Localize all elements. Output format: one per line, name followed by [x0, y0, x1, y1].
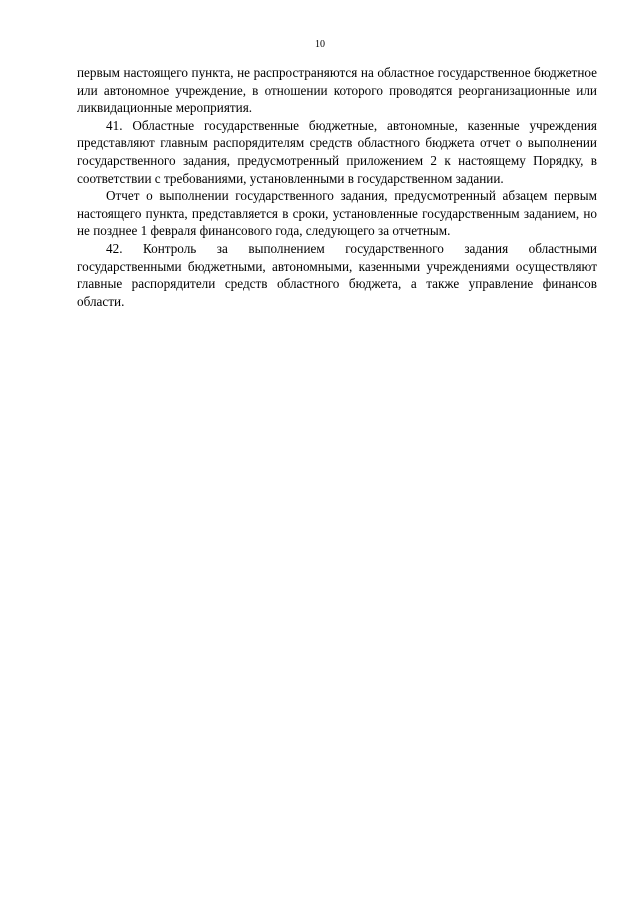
- paragraph-report-deadline: Отчет о выполнении государственного задания, предусмотренный абзацем первым настоящего пункта, представляется в сроки, установленные государственным заданием, но не позднее 1 февраля финансового года, следующего за отчетным.: [77, 188, 597, 239]
- paragraph-item-42: 42. Контроль за выполнением государственного задания областными государственными бюджетными, автономными, казенными учреждениями осуществляют главные распорядители средств областного бюджета, а также управление финансов области.: [77, 240, 597, 309]
- document-body: [77, 64, 597, 310]
- paragraph-continuation: первым настоящего пункта, не распространяются на областное государственное бюджетное или автономное учреждение, в отношении которого проводятся реорганизационные или ликвидационные мероприятия.: [77, 65, 597, 116]
- paragraph-item-41: 41. Областные государственные бюджетные, автономные, казенные учреждения представляют главным распорядителям средств областного бюджета отчет о выполнении государственного задания, предусмотренный приложением 2 к настоящему Порядку, в соответствии с требованиями, установленными в государственном задании.: [77, 117, 597, 186]
- page-number: 10: [315, 39, 325, 50]
